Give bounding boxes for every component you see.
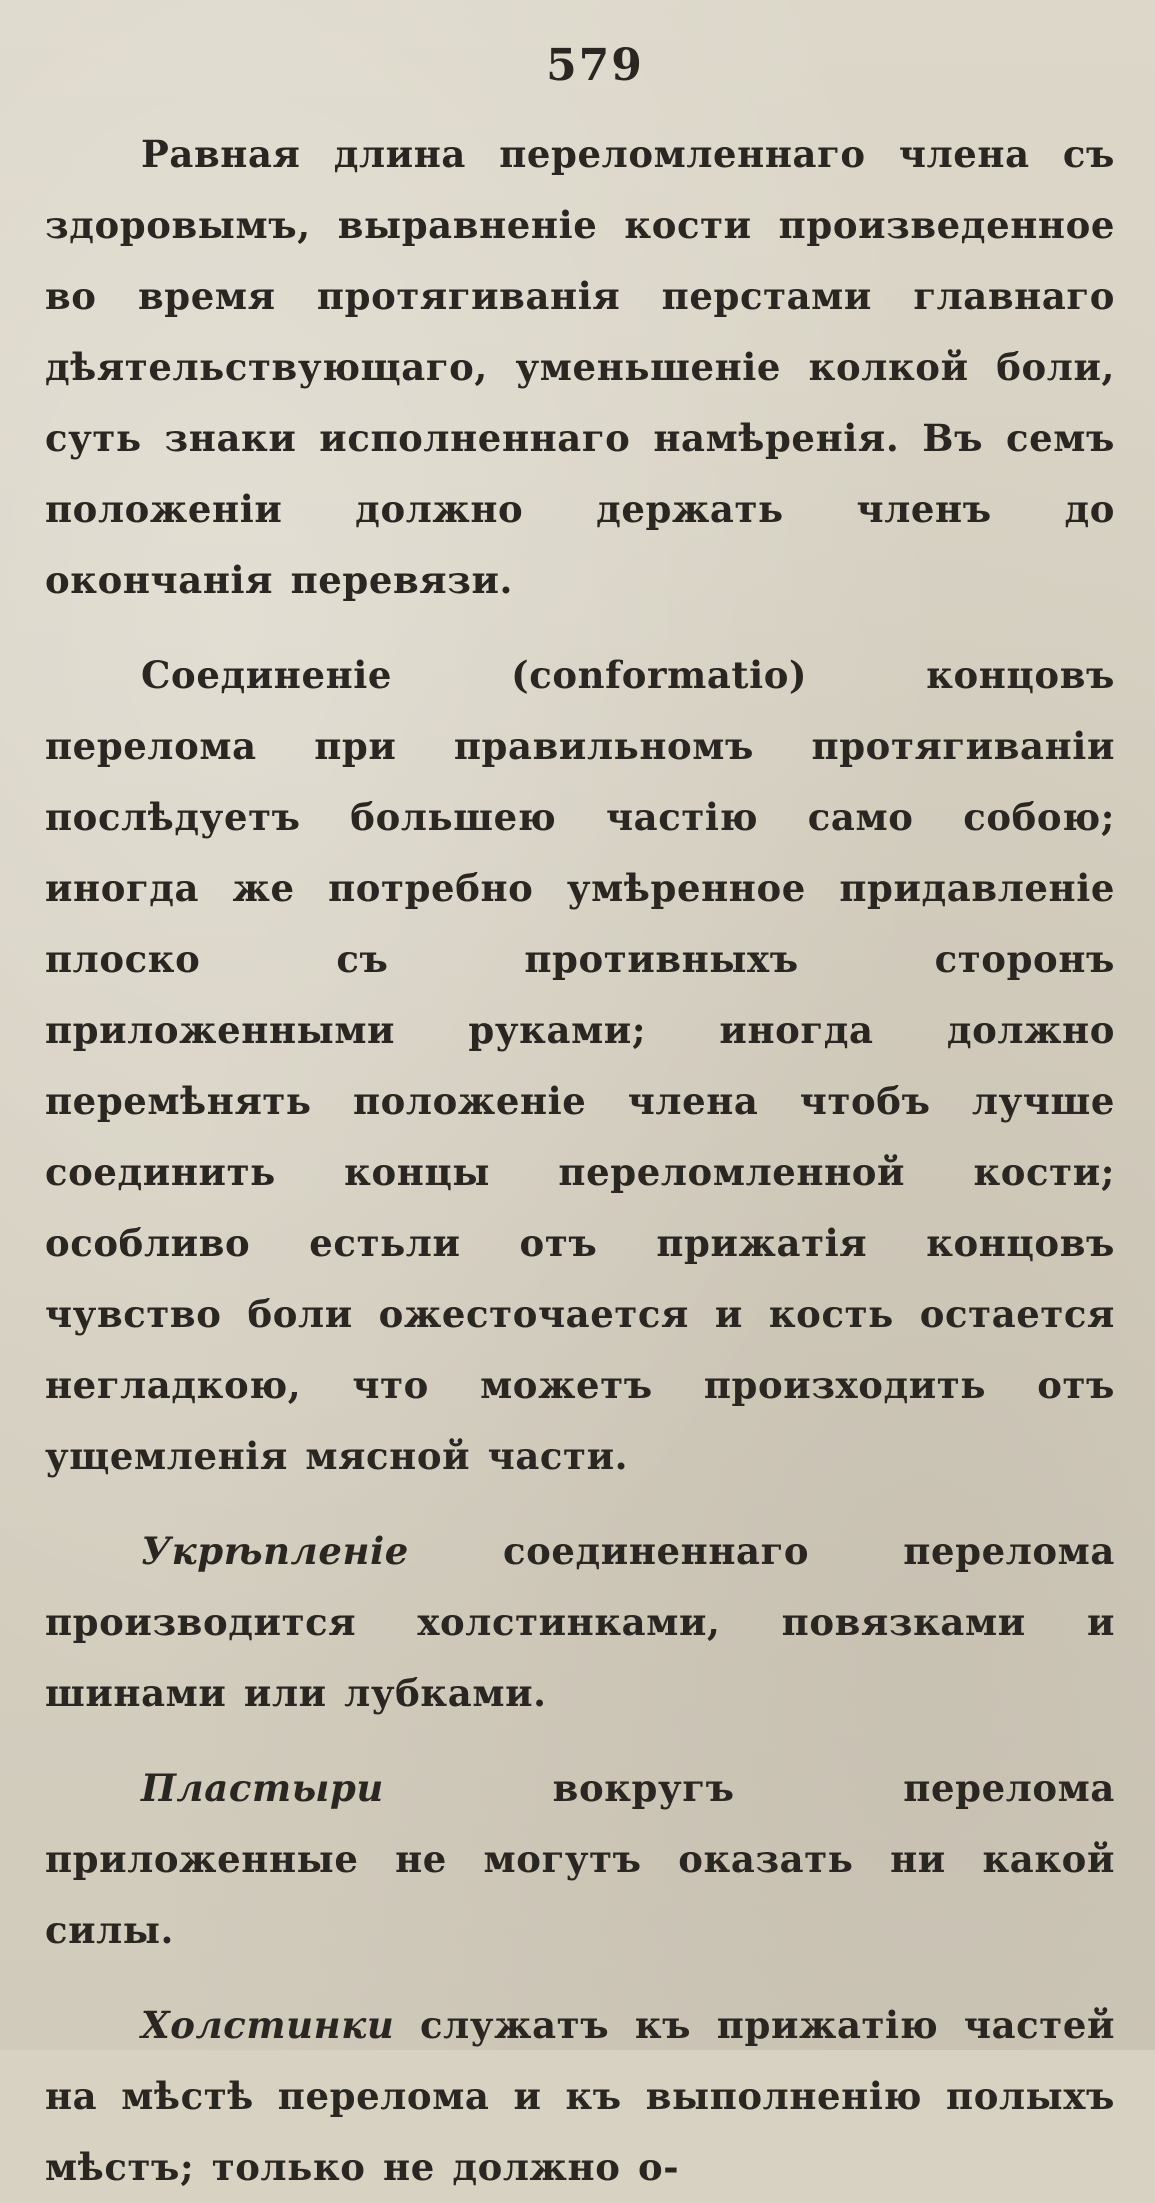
paragraph-3: [45, 1516, 1115, 1729]
paragraph-5-lead: Холстинки: [141, 2003, 395, 2047]
paragraph-4: [45, 1753, 1115, 1966]
page-number: 579: [546, 40, 644, 91]
paragraph-1-text: Равная длина переломленнаго члена съ здоровымъ, выравненіе кости произведенное во время протягиванія перстами главнаго дѣятельствующаго, уменьшеніе колкой боли, суть знаки исполненнаго намѣренія. Въ семъ положеніи должно держать членъ до окончанія перевязи.: [45, 132, 1115, 602]
paragraph-3-text: соединеннаго перелома производится холстинками, повязками и шинами или лубками.: [45, 1529, 1115, 1715]
paragraph-3-lead: Укрѣпленіе: [141, 1529, 409, 1573]
paragraph-1: [45, 119, 1115, 616]
paragraph-2: [45, 640, 1115, 1492]
paragraph-4-lead: Пластыри: [141, 1766, 384, 1810]
paragraph-5: [45, 1990, 1115, 2203]
paragraph-4-text: вокругъ перелома приложенные не могутъ оказать ни какой силы.: [45, 1766, 1115, 1952]
paragraph-2-text: Соединеніе (conformatio) концовъ перелома при правильномъ протягиваніи послѣдуетъ большею частію само собою; иногда же потребно умѣренное придавленіе плоско съ противныхъ сторонъ приложенными руками; иногда должно перемѣнять положеніе члена чтобъ лучше соединить концы переломленной кости; особливо естьли отъ прижатія концовъ чувство боли ожесточается и кость остается негладкою, что можетъ произходить отъ ущемленія мясной части.: [45, 653, 1115, 1478]
text-body: [45, 119, 1115, 2203]
paragraph-5-text: служатъ къ прижатію частей на мѣстѣ перелома и къ выполненію полыхъ мѣстъ; только не должно о-: [45, 2003, 1115, 2189]
